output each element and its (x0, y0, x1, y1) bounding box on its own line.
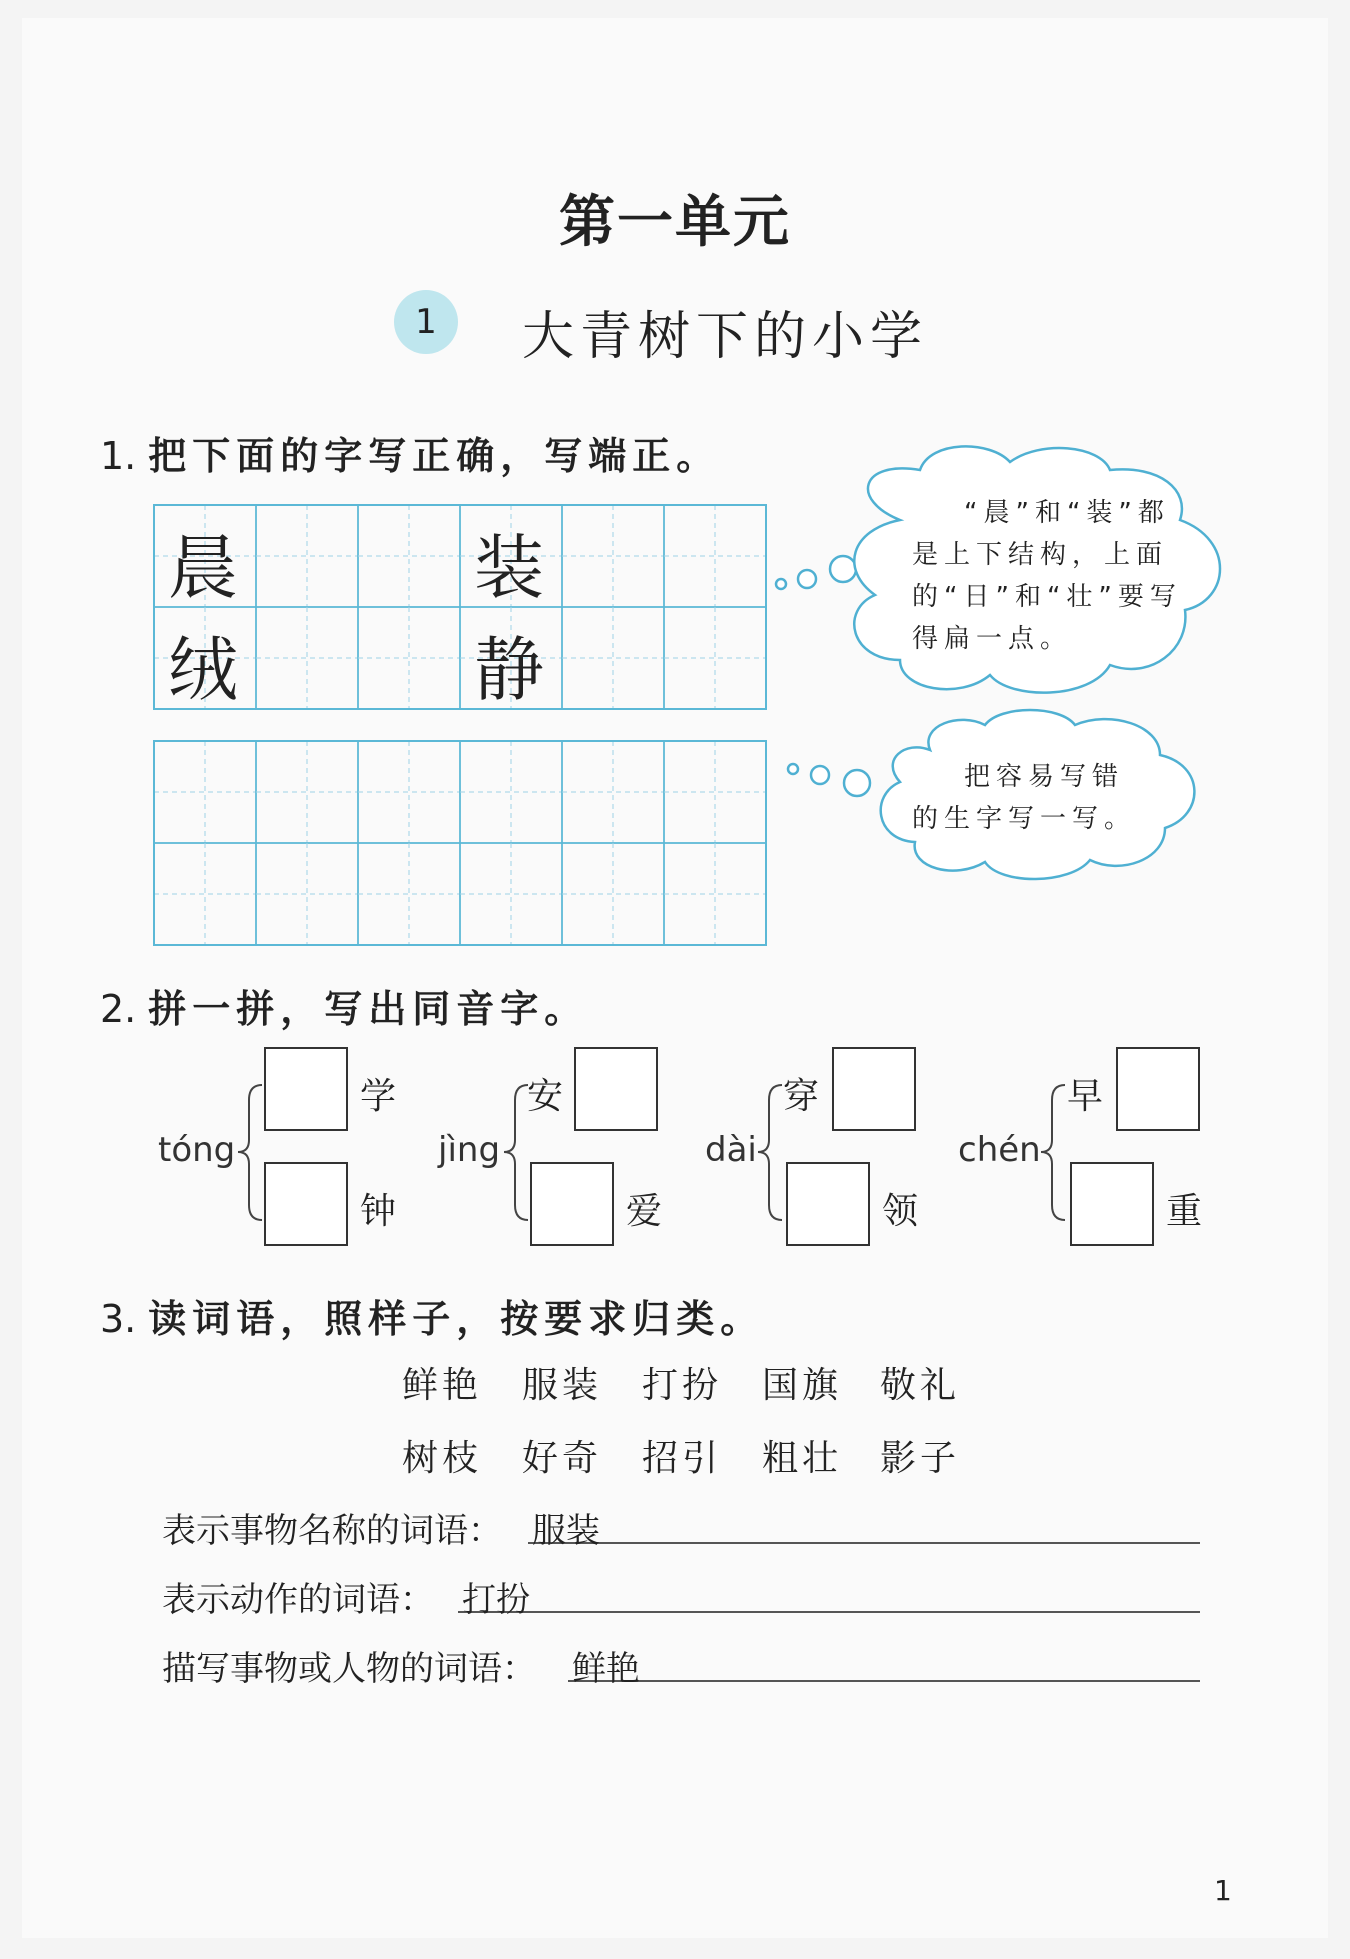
category-label-descriptions: 描写事物或人物的词语： (162, 1649, 536, 1689)
word-item: 树枝 (402, 1438, 483, 1479)
word-item: 服装 (522, 1365, 603, 1406)
word-item: 国旗 (762, 1365, 843, 1406)
char-chuan: 穿 (783, 1076, 820, 1117)
answer-line-actions[interactable] (458, 1581, 1200, 1613)
pinyin-jing: jìng (438, 1130, 501, 1170)
q2-heading (100, 978, 588, 1033)
grid-char-zhuang: 装 (474, 527, 544, 609)
word-item: 好奇 (522, 1438, 603, 1479)
q1-number: 1. (100, 434, 137, 478)
char-zhong2: 重 (1166, 1191, 1203, 1232)
char-xue: 学 (360, 1076, 397, 1117)
grid-char-jing: 静 (474, 629, 544, 711)
pinyin-tong: tóng (158, 1130, 236, 1170)
pinyin-chen: chén (958, 1130, 1041, 1170)
word-item: 打扮 (642, 1365, 723, 1406)
category-label-nouns: 表示事物名称的词语： (162, 1511, 502, 1551)
q2-prompt: 拼一拼，写出同音字。 (148, 986, 589, 1031)
q3-number: 3. (100, 1297, 137, 1341)
grid-char-rong: 绒 (168, 629, 238, 711)
char-zao: 早 (1067, 1076, 1104, 1117)
q2-number: 2. (100, 987, 137, 1031)
char-ai: 爱 (626, 1191, 663, 1232)
example-answer-descriptions: 鲜艳 (572, 1649, 640, 1689)
word-item: 影子 (880, 1438, 961, 1479)
char-zhong: 钟 (360, 1191, 397, 1232)
char-an: 安 (527, 1076, 564, 1117)
category-label-actions: 表示动作的词语： (162, 1580, 434, 1620)
word-item: 敬礼 (880, 1365, 961, 1406)
unit-title: 第一单元 (559, 189, 791, 255)
word-item: 招引 (642, 1438, 723, 1479)
page-number: 1 (1214, 1874, 1232, 1907)
q1-prompt: 把下面的字写正确，写端正。 (148, 433, 721, 478)
grid-top[interactable] (154, 505, 766, 709)
answer-line-nouns[interactable] (528, 1512, 1200, 1544)
example-answer-actions: 打扮 (462, 1580, 530, 1620)
bubble-2-text: 把容易写错的生字写一写。 (912, 762, 1137, 834)
grid-char-chen: 晨 (168, 527, 238, 609)
pinyin-dai: dài (705, 1130, 757, 1170)
q3-heading (100, 1288, 764, 1343)
example-answer-nouns: 服装 (532, 1511, 600, 1551)
answer-line-descriptions[interactable] (568, 1650, 1200, 1682)
lesson-number-badge: 1 (394, 290, 458, 354)
word-item: 鲜艳 (402, 1365, 483, 1406)
lesson-title: 大青树下的小学 (522, 307, 929, 367)
q3-prompt: 读词语，照样子，按要求归类。 (148, 1296, 765, 1341)
word-item: 粗壮 (762, 1438, 843, 1479)
char-ling: 领 (882, 1191, 919, 1232)
bubble-1-text: “晨”和“装”都是上下结构，上面的“日”和“壮”要写得扁一点。 (912, 498, 1182, 654)
grid-bottom[interactable] (154, 741, 766, 945)
